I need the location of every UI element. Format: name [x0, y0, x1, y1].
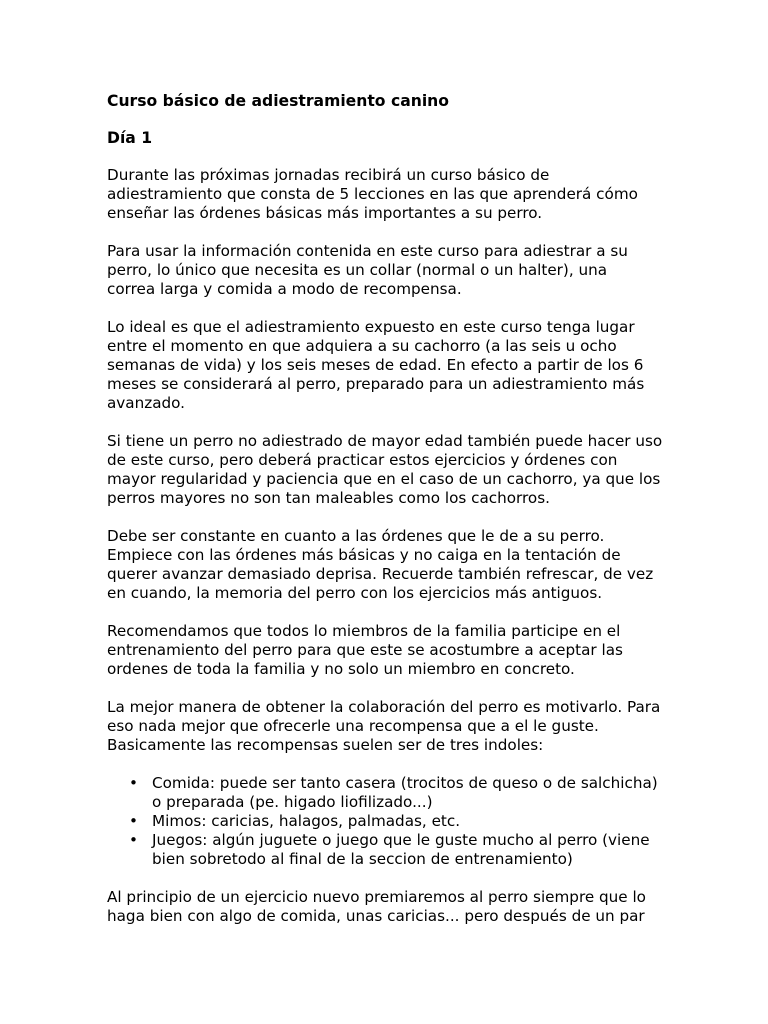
paragraph-family: Recomendamos que todos lo miembros de la familia participe en el entrenamiento del perro para que este se acostumbre a aceptar las ordenes de toda la familia y no solo un miembro en concreto. [107, 622, 623, 678]
paragraph-ideal-age: Lo ideal es que el adiestramiento expuesto en este curso tenga lugar entre el momento en que adquiera a su cachorro (a las seis u ocho semanas de vida) y los seis meses de edad. En efecto a partir de los 6 meses se considerará al perro, preparado para un adiestramiento más avanzado. [107, 318, 645, 412]
list-item [129, 774, 667, 812]
paragraph-older-dogs: Si tiene un perro no adiestrado de mayor edad también puede hacer uso de este curso, pero deberá practicar estos ejercicios y órdenes con mayor regularidad y paciencia que en el caso de un cachorro, ya que los perros mayores no son tan maleables como los cachorros. [107, 432, 663, 507]
bullet-icon: • [129, 774, 138, 792]
bullet-icon: • [129, 831, 138, 849]
paragraph-motivation: La mejor manera de obtener la colaboración del perro es motivarlo. Para eso nada mejor que ofrecerle una recompensa que a el le guste. Basicamente las recompensas suelen ser de tres indoles: [107, 698, 661, 754]
list-item [129, 812, 667, 831]
list-item [129, 831, 667, 869]
list-item-text: Mimos: caricias, halagos, palmadas, etc. [152, 812, 461, 830]
day-heading: Día 1 [107, 129, 153, 147]
paragraph-intro: Durante las próximas jornadas recibirá un curso básico de adiestramiento que consta de 5 lecciones en las que aprenderá cómo enseñar las órdenes básicas más importantes a su perro. [107, 166, 638, 222]
paragraph-consistency: Debe ser constante en cuanto a las órdenes que le de a su perro. Empiece con las órdenes más básicas y no caiga en la tentación de querer avanzar demasiado deprisa. Recuerde también refrescar, de vez en cuando, la memoria del perro con los ejercicios más antiguos. [107, 527, 654, 602]
document-title: Curso básico de adiestramiento canino [107, 92, 449, 110]
rewards-list [107, 774, 667, 869]
list-item-text: Comida: puede ser tanto casera (trocitos de queso o de salchicha) o preparada (pe. higado liofilizado...) [152, 774, 658, 811]
paragraph-closing: Al principio de un ejercicio nuevo premiaremos al perro siempre que lo haga bien con algo de comida, unas caricias... pero después de un par [107, 888, 646, 925]
document-page [107, 92, 667, 945]
list-item-text: Juegos: algún juguete o juego que le guste mucho al perro (viene bien sobretodo al final de la seccion de entrenamiento) [152, 831, 650, 868]
bullet-icon: • [129, 812, 138, 830]
paragraph-requirements: Para usar la información contenida en este curso para adiestrar a su perro, lo único que necesita es un collar (normal o un halter), una correa larga y comida a modo de recompensa. [107, 242, 628, 298]
